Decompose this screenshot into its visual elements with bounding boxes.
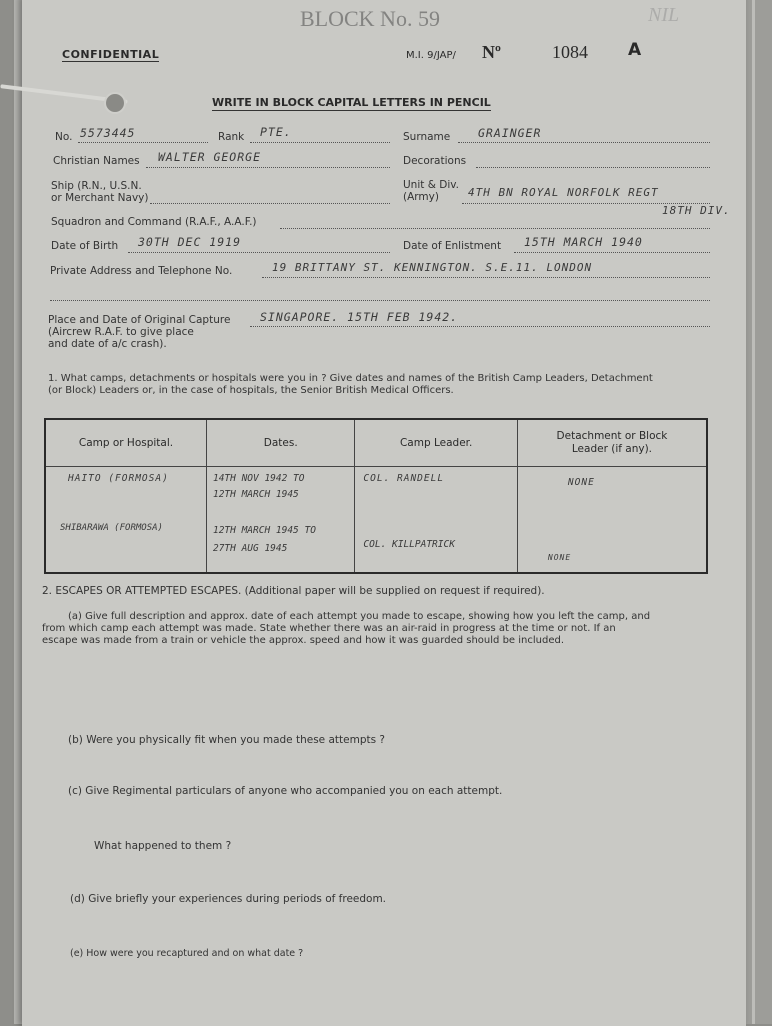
question-2a-text (42, 611, 650, 647)
number-label: Nº (482, 42, 501, 62)
page-stack-edge (746, 0, 772, 1024)
question-2c-followup: What happened to them ? (94, 840, 232, 852)
dotted-line (146, 167, 390, 168)
capture-value: SINGAPORE. 15TH FEB 1942. (260, 310, 459, 324)
dob-label: Date of Birth (51, 240, 119, 252)
column-header-camp: Camp or Hospital. (45, 419, 206, 467)
question-2b-text: (b) Were you physically fit when you made these attempts ? (68, 734, 385, 746)
christian-names-label: Christian Names (53, 155, 140, 167)
dotted-line (462, 203, 710, 204)
enlistment-label: Date of Enlistment (403, 240, 502, 252)
dotted-line (476, 167, 710, 168)
camp-leader-cell (355, 467, 517, 574)
leader-entry-2: COL. KILLPATRICK (363, 539, 455, 550)
dotted-line (128, 252, 390, 253)
camp-entry-1: HAITO (FORMOSA) (68, 473, 169, 484)
dotted-line (280, 228, 710, 229)
unit-value: 4TH BN ROYAL NORFOLK REGT (468, 186, 659, 199)
surname-value: GRAINGER (478, 126, 542, 140)
dotted-line (250, 142, 390, 143)
block-leader-cell (517, 467, 707, 574)
camp-cell (45, 467, 206, 574)
question-2a-line1: (a) Give full description and approx. date of each attempt you made to escape, showing how you left the camp, and (68, 611, 651, 622)
question-2d-text: (d) Give briefly your experiences during periods of freedom. (70, 893, 387, 905)
rank-label: Rank (218, 131, 245, 143)
question-2e-text: (e) How were you recaptured and on what date ? (70, 948, 304, 959)
unit-label-line1: Unit & Div. (403, 179, 459, 191)
no-label: No. (55, 131, 73, 143)
column-header-dates: Dates. (206, 419, 354, 467)
date-entry-2b: 27TH AUG 1945 (212, 543, 288, 554)
dob-value: 30TH DEC 1919 (138, 235, 242, 249)
dotted-line (514, 252, 710, 253)
handwritten-stamp: BLOCK No. 59 (300, 6, 440, 31)
camps-table (44, 418, 708, 574)
rank-value: PTE. (260, 125, 292, 139)
unit-label (403, 179, 459, 203)
dotted-line (50, 300, 710, 301)
leader-entry-1: COL. RANDELL (363, 473, 445, 484)
form-reference: M.I. 9/JAP/ (406, 50, 456, 61)
address-value: 19 BRITTANY ST. KENNINGTON. S.E.11. LONDON (272, 261, 593, 274)
block-entry-1: NONE (567, 477, 595, 488)
string-knot (104, 92, 126, 114)
dotted-line (262, 277, 710, 278)
confidential-heading: CONFIDENTIAL (62, 48, 160, 61)
enlistment-value: 15TH MARCH 1940 (524, 235, 643, 249)
form-series: A (628, 40, 642, 60)
service-number: 5573445 (80, 126, 136, 140)
dotted-line (150, 203, 390, 204)
form-number: 1084 (552, 42, 588, 62)
capture-label-line2: (Aircrew R.A.F. to give place (48, 326, 194, 338)
question-2a-line2: from which camp each attempt was made. State whether there was an air-raid in progress at the time or not. If an (42, 623, 616, 634)
dotted-line (250, 326, 710, 327)
column-header-leader: Camp Leader. (355, 419, 517, 467)
ship-label (51, 180, 148, 204)
table-header-row (45, 419, 707, 467)
christian-names-value: WALTER GEORGE (158, 150, 262, 164)
capture-label (48, 314, 230, 350)
unit-label-line2: (Army) (403, 191, 439, 203)
question-1-line1: 1. What camps, detachments or hospitals were you in ? Give dates and names of the British Camp Leaders, Detachment (48, 373, 653, 384)
dates-cell (206, 467, 354, 574)
table-body-row (45, 467, 707, 574)
block-entry-2: NONE (547, 553, 572, 562)
division-value: 18TH DIV. (662, 204, 731, 217)
page-stack-edge-line (752, 0, 755, 1024)
capture-label-line3: and date of a/c crash). (48, 338, 167, 350)
ship-label-line2: or Merchant Navy) (51, 192, 149, 204)
dotted-line (458, 142, 710, 143)
dotted-line (78, 142, 208, 143)
camp-entry-2: SHIBARAWA (FORMOSA) (60, 523, 163, 533)
decorations-label: Decorations (403, 155, 467, 167)
date-entry-1a: 14TH NOV 1942 TO (212, 473, 305, 484)
surname-label: Surname (403, 131, 451, 143)
ship-label-line1: Ship (R.N., U.S.N. (51, 180, 142, 192)
faint-stamp: NIL (648, 4, 680, 26)
instruction-heading: WRITE IN BLOCK CAPITAL LETTERS IN PENCIL (212, 96, 491, 109)
question-2-title: 2. ESCAPES OR ATTEMPTED ESCAPES. (Additional paper will be supplied on request if required). (42, 585, 545, 597)
date-entry-1b: 12TH MARCH 1945 (212, 489, 299, 500)
question-2c-text: (c) Give Regimental particulars of anyone who accompanied you on each attempt. (68, 785, 503, 797)
capture-label-line1: Place and Date of Original Capture (48, 314, 231, 326)
address-label: Private Address and Telephone No. (50, 265, 233, 277)
column-header-block-leader: Detachment or Block Leader (if any). (517, 419, 707, 467)
question-1-text (48, 373, 653, 397)
question-2a-line3: escape was made from a train or vehicle the approx. speed and how it was guarded should be included. (42, 635, 565, 646)
date-entry-2a: 12TH MARCH 1945 TO (212, 525, 316, 536)
squadron-label: Squadron and Command (R.A.F., A.A.F.) (51, 216, 257, 228)
question-1-line2: (or Block) Leaders or, in the case of hospitals, the Senior British Medical Officers. (48, 385, 454, 396)
